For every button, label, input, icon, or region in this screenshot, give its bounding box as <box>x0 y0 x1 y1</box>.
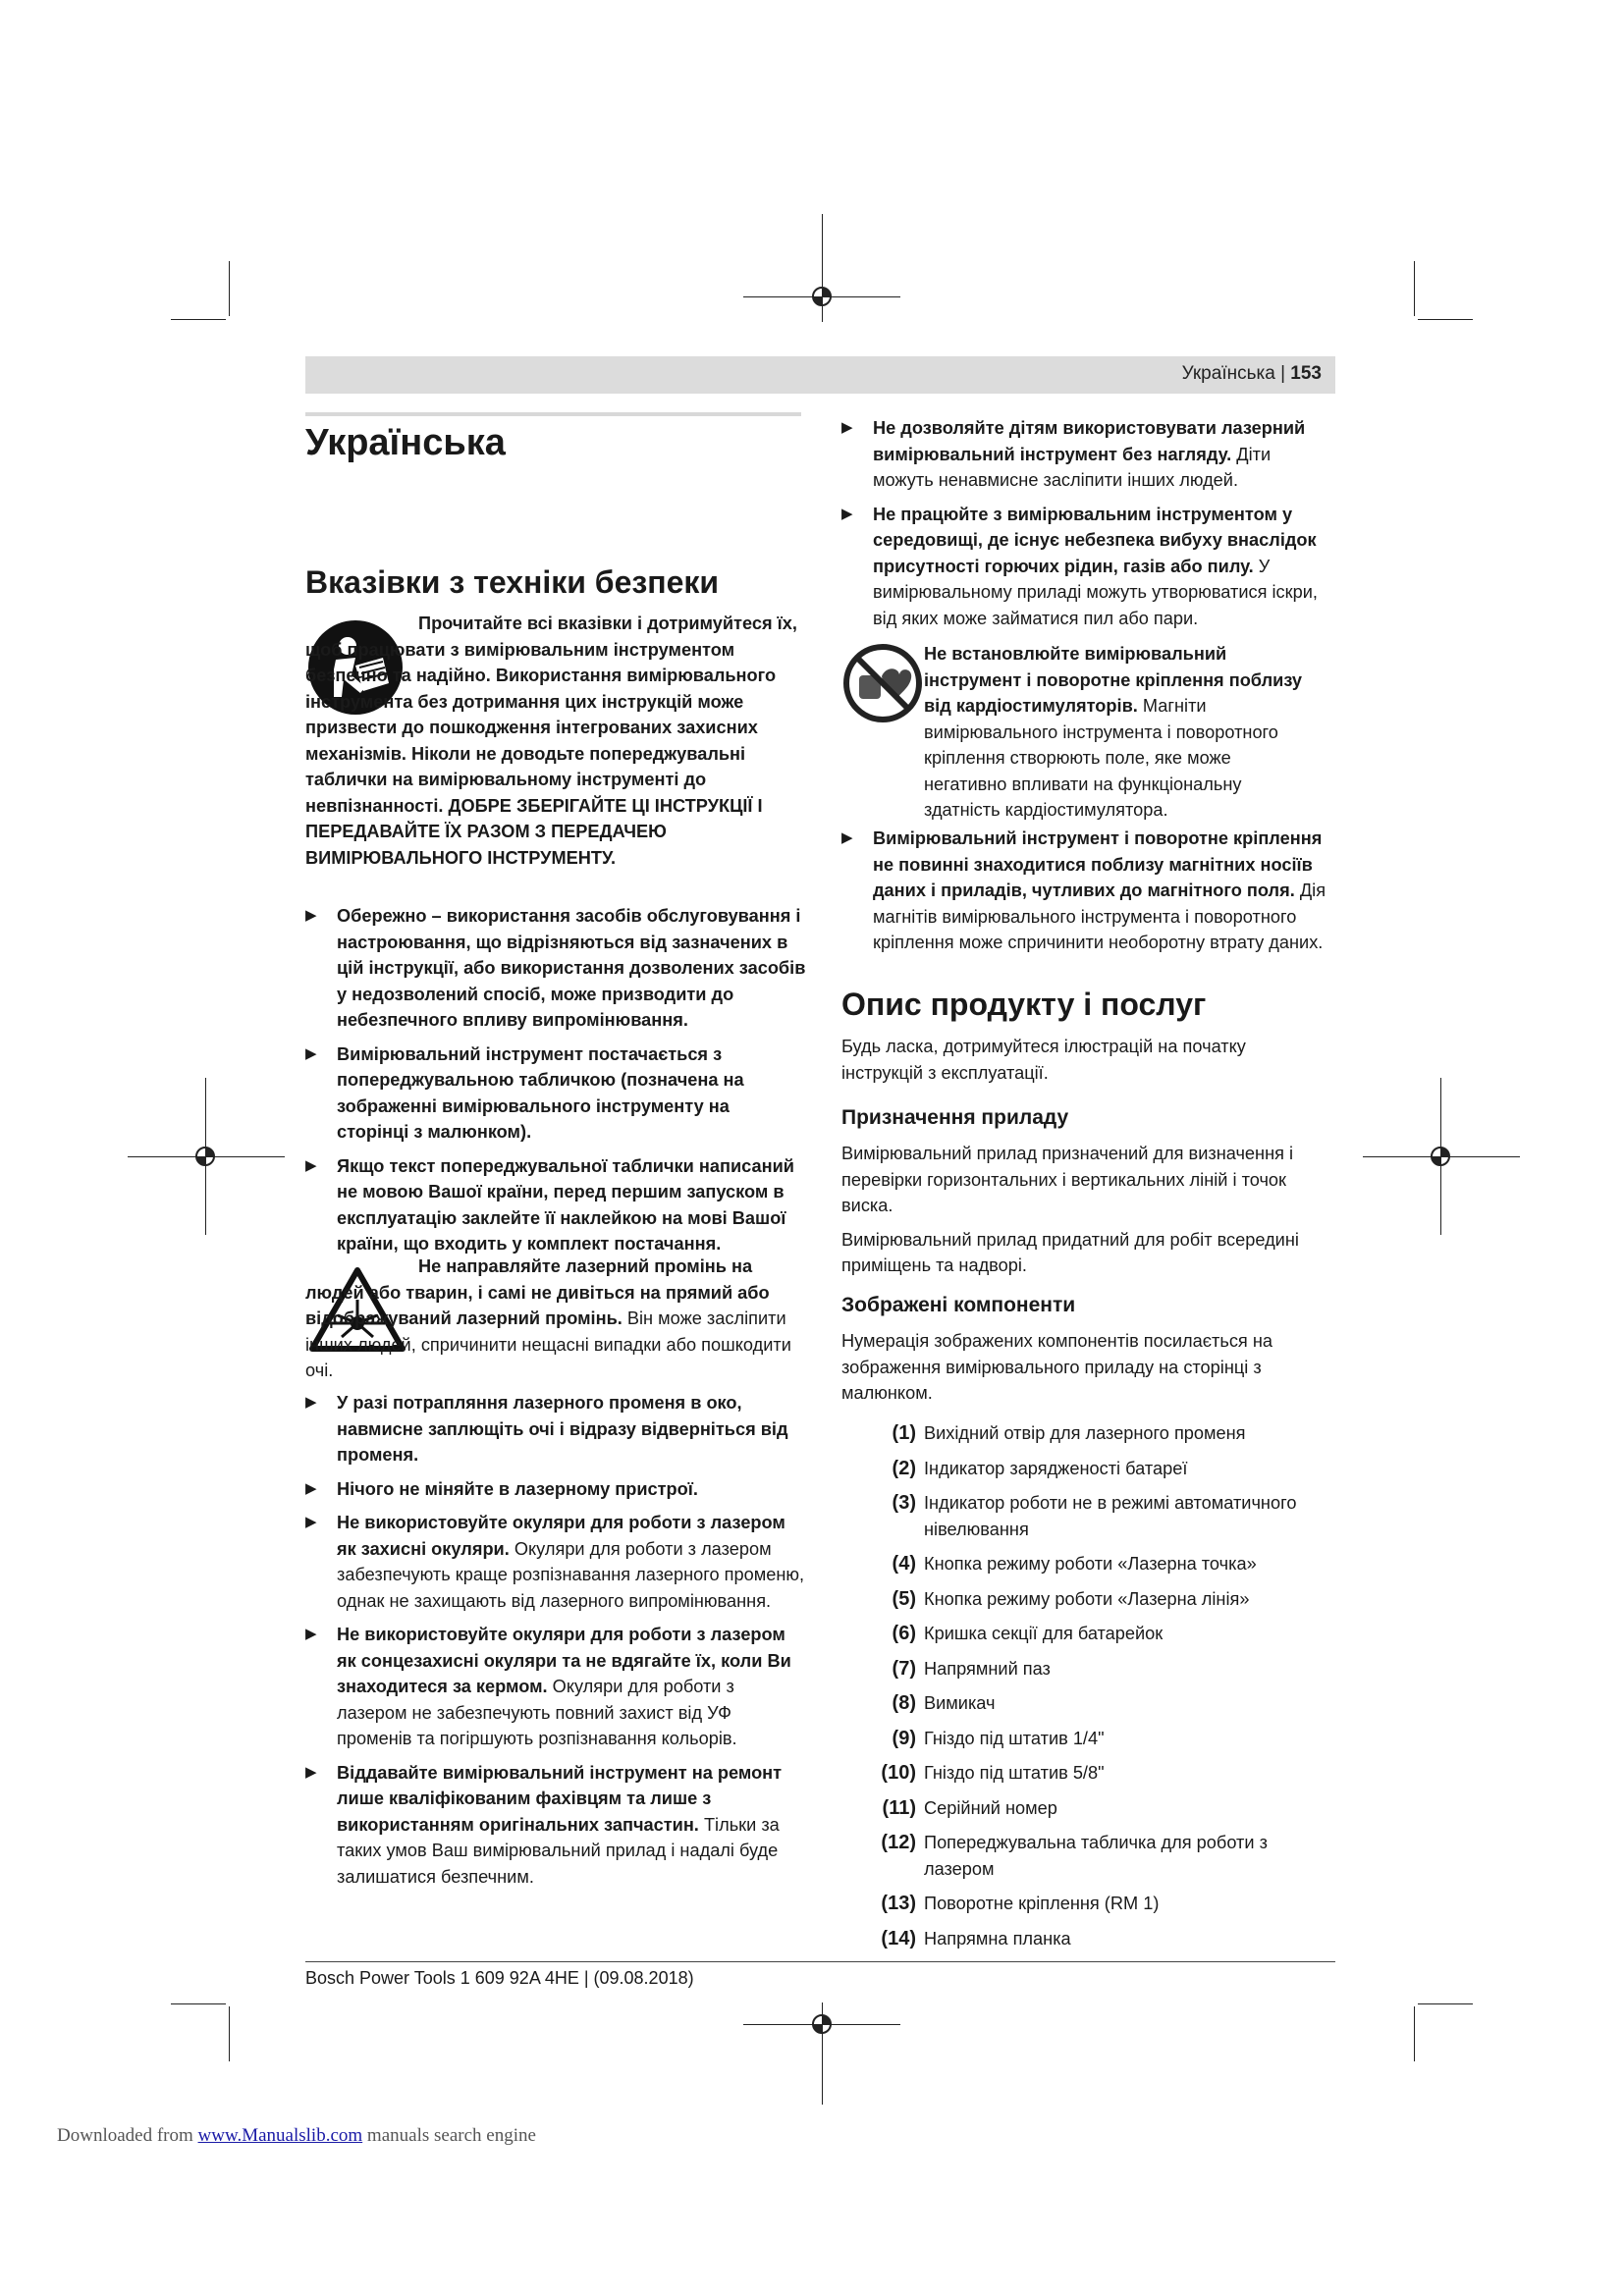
list-item: ▶ Нічого не міняйте в лазерному пристрої. <box>305 1478 698 1499</box>
page-header <box>305 356 1335 394</box>
footer-text: Bosch Power Tools 1 609 92A 4HE | (09.08.2018) <box>305 1968 694 1988</box>
pacemaker-warning: Не встановлюйте вимірювальний інструмент і поворотне кріплення поблизу від кардіостимуляторів. Магніти вимірювального інструмента і поворотного кріплення створюють поле, яке може негативно впливати на функціональну здатність кардіостимулятора. <box>924 644 1303 820</box>
safety-intro-text: Прочитайте всі вказівки і дотримуйтеся їх, щоб працювати з вимірювальним інструментом безпечно та надійно. Використання вимірювального інструмента без дотримання цих інструкцій може призвести до пошкодження інтегрованих захисних механізмів. Ніколи не доводьте попереджувальні таблички на вимірювальному інструменті до невпізнанності. ДОБРЕ ЗБЕРІГАЙТЕ ЦІ ІНСТРУКЦІЇ І ПЕРЕДАВАЙТЕ ЇХ РАЗОМ З ПЕРЕДАЧЕЮ ВИМІРЮВАЛЬНОГО ІНСТРУМЕНТУ. <box>305 614 797 868</box>
divider <box>305 412 801 416</box>
purpose-heading: Призначення приладу <box>841 1106 1069 1129</box>
list-item: (8) Вимикач <box>892 1692 996 1714</box>
safety-heading: Вказівки з техніки безпеки <box>305 564 720 600</box>
page-footer <box>305 1961 1335 1989</box>
list-item: (14) Напрямна планка <box>881 1927 1071 1949</box>
list-item: (13) Поворотне кріплення (RM 1) <box>881 1893 1160 1914</box>
list-item: ▶ У разі потрапляння лазерного променя в око, навмисне заплющіть очі і відразу відверніться від променя. <box>305 1393 788 1465</box>
registration-mark <box>1429 1145 1452 1168</box>
list-item: ▶ Вимірювальний інструмент і поворотне кріплення не повинні знаходитися поблизу магнітних носіїв даних і приладів, чутливих до магнітного поля. Дія магнітів вимірювального інструмента і поворотного кріплення може спричинити необоротну втрату даних. <box>841 828 1326 952</box>
list-item: (3) Індикатор роботи не в режимі автоматичного нівелювання <box>892 1492 1297 1539</box>
list-item: ▶ Якщо текст попереджувальної таблички написаний не мовою Вашої країни, перед першим запуском в експлуатацію заклейте її наклейкою на мові Вашої країни, що входить у комплект постачання. <box>305 1155 794 1254</box>
components-intro: Нумерація зображених компонентів посилається на зображення вимірювального приладу на сторінці з малюнком. <box>841 1331 1272 1403</box>
list-item: ▶ Не використовуйте окуляри для роботи з лазером як захисні окуляри. Окуляри для роботи з лазером забезпечують краще розпізнавання лазерного променю, однак не захищають від лазерного випромінювання. <box>305 1513 805 1611</box>
laser-warning: Не направляйте лазерний промінь на людей або тварин, і самі не дивіться на прямий або відображуваний лазерний промінь. Він може засліпити інших людей, спричинити нещасні випадки або пошкодити очі. <box>305 1256 791 1380</box>
list-item: ▶ Вимірювальний інструмент постачається з попереджувальною табличкою (позначена на зображенні вимірювального інструменту на сторінці з малюнком). <box>305 1043 744 1142</box>
list-item: (10) Гніздо під штатив 5/8" <box>881 1762 1105 1784</box>
header-label: Українська | 153 <box>1181 363 1322 384</box>
components-list <box>841 1420 1313 1960</box>
list-item: (12) Попереджувальна табличка для роботи з лазером <box>881 1832 1268 1879</box>
product-intro: Будь ласка, дотримуйтеся ілюстрацій на початку інструкцій з експлуатації. <box>841 1037 1246 1083</box>
magnet-warning <box>841 826 1332 964</box>
list-item: (6) Кришка секції для батарейок <box>892 1623 1164 1644</box>
list-item: (4) Кнопка режиму роботи «Лазерна точка» <box>892 1553 1257 1575</box>
registration-mark <box>810 2012 834 2036</box>
safety-bullets-2 <box>305 1390 806 1897</box>
list-item: ▶ Не працюйте з вимірювальним інструментом у середовищі, де існує небезпека вибуху внаслідок присутності горючих рідин, газів або пилу. У вимірювальному приладі можуть утворюватися іскри, від яких може займатися пил або пари. <box>841 504 1318 628</box>
purpose-text: Вимірювальний прилад призначений для визначення і перевірки горизонтальних і вертикальних ліній і точок виска. Вимірювальний прилад придатний для робіт всередині приміщень та надворі. <box>841 1144 1299 1275</box>
registration-mark <box>810 285 834 308</box>
list-item: (7) Напрямний паз <box>892 1657 1051 1680</box>
list-item: (11) Серійний номер <box>882 1796 1057 1819</box>
manualslib-link[interactable]: www.Manualslib.com <box>197 2125 363 2146</box>
page-title: Українська <box>305 422 506 463</box>
list-item: (5) Кнопка режиму роботи «Лазерна лінія» <box>892 1587 1250 1610</box>
download-note: Downloaded from www.Manualslib.com manuals search engine <box>57 2125 536 2146</box>
list-item: (1) Вихідний отвір для лазерного променя <box>892 1422 1246 1444</box>
list-item: (2) Індикатор зарядженості батареї <box>892 1457 1188 1479</box>
no-pacemaker-icon <box>842 643 923 723</box>
safety-intro <box>305 611 806 871</box>
right-bullets <box>841 415 1332 639</box>
components-heading: Зображені компоненти <box>841 1294 1076 1316</box>
registration-mark <box>193 1145 217 1168</box>
list-item: ▶ Обережно – використання засобів обслуговування і настроювання, що відрізняються від зазначених в цій інструкції, або використання дозволених засобів у недозволений спосіб, може призводити до небезпечного впливу випромінювання. <box>305 906 806 1030</box>
page-number: 153 <box>1290 363 1322 384</box>
list-item: (9) Гніздо під штатив 1/4" <box>892 1727 1105 1749</box>
product-heading: Опис продукту і послуг <box>841 987 1207 1022</box>
list-item: ▶ Віддавайте вимірювальний інструмент на ремонт лише кваліфікованим фахівцям та лише з використанням оригінальних запчастин. Тільки за таких умов Ваш вимірювальний прилад і надалі буде залишатися безпечним. <box>305 1762 783 1887</box>
list-item: ▶ Не використовуйте окуляри для роботи з лазером як сонцезахисні окуляри та не вдягайте їх, коли Ви знаходитеся за кермом. Окуляри для роботи з лазером не забезпечують повний захист від УФ променів та погіршують розпізнавання кольорів. <box>305 1625 791 1748</box>
list-item: ▶ Не дозволяйте дітям використовувати лазерний вимірювальний інструмент без нагляду. Діти можуть ненавмисне засліпити інших людей. <box>841 418 1306 490</box>
safety-bullets-1 <box>305 903 806 1265</box>
